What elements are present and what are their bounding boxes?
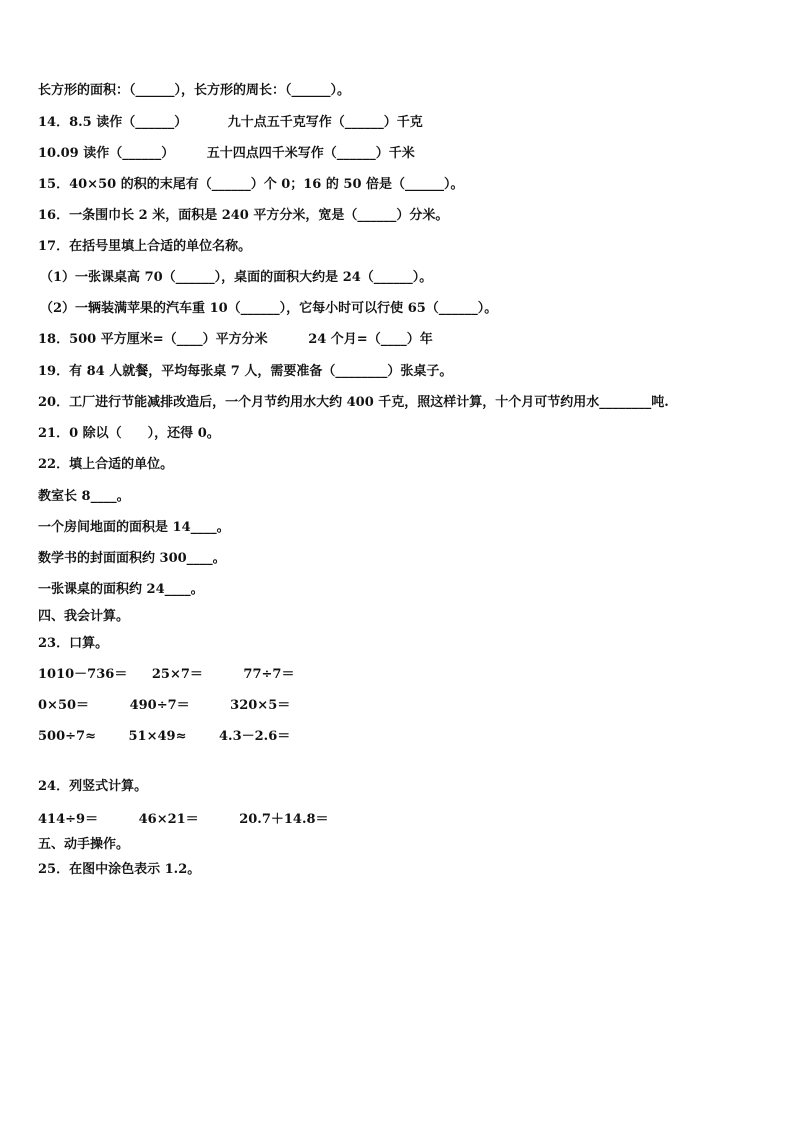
question-text: 24．列竖式计算。 — [38, 779, 148, 794]
math-expression: 490÷7＝ — [129, 698, 190, 713]
math-expression: 1010－736＝ — [38, 667, 128, 682]
question-17-part-2 — [40, 301, 497, 317]
question-text: 21．0 除以（ ），还得 0。 — [38, 426, 220, 441]
question-24 — [38, 779, 147, 795]
question-21 — [38, 426, 220, 442]
section-heading: 四、我会计算。 — [38, 609, 130, 624]
rectangle-area-perimeter-line — [38, 83, 350, 99]
mental-math-row-2 — [38, 698, 290, 714]
question-text: 长方形的面积：（______），长方形的周长：（______）。 — [38, 83, 351, 98]
question-22-item-3 — [38, 551, 226, 567]
question-text: 22．填上合适的单位。 — [38, 457, 174, 472]
question-text: 一个房间地面的面积是 14____。 — [38, 520, 230, 535]
math-expression: 414÷9＝ — [38, 812, 99, 827]
question-18 — [38, 332, 433, 348]
question-text: 五十四点四千米写作（______）千米 — [206, 146, 415, 161]
question-17-part-1 — [40, 270, 432, 286]
question-22-item-1 — [38, 489, 130, 505]
section-five-heading — [38, 837, 129, 853]
question-22-item-4 — [38, 582, 204, 598]
math-expression: 0×50＝ — [38, 698, 90, 713]
question-text: 教室长 8____。 — [38, 489, 130, 504]
math-expression: 500÷7≈ — [38, 729, 96, 744]
question-text: （2）一辆装满苹果的汽车重 10（______），它每小时可以行使 65（______）。 — [40, 301, 498, 316]
section-heading: 五、动手操作。 — [38, 837, 130, 852]
math-expression: 51×49≈ — [128, 729, 187, 744]
question-text: 数学书的封面面积约 300____。 — [38, 551, 226, 566]
question-22 — [38, 457, 173, 473]
question-text: 18．500 平方厘米=（____）平方分米 — [38, 332, 268, 347]
mental-math-row-3 — [38, 729, 290, 745]
question-22-item-2 — [38, 520, 230, 536]
question-text: 16．一条围巾长 2 米，面积是 240 平方分米，宽是（______）分米。 — [38, 208, 449, 223]
vertical-calc-row — [38, 812, 329, 828]
question-17 — [38, 239, 251, 255]
question-25 — [38, 862, 200, 878]
question-text: 19．有 84 人就餐，平均每张桌 7 人，需要准备（________）张桌子。 — [38, 364, 453, 379]
section-four-heading — [38, 609, 129, 625]
question-text: 九十点五千克写作（______）千克 — [227, 115, 423, 130]
question-text: 17．在括号里填上合适的单位名称。 — [38, 239, 252, 254]
math-expression: 320×5＝ — [230, 698, 291, 713]
question-text: 15．40×50 的积的末尾有（______）个 0；16 的 50 倍是（______）。 — [38, 177, 464, 192]
question-16 — [38, 208, 448, 224]
question-23 — [38, 636, 108, 652]
math-expression: 77÷7＝ — [243, 667, 295, 682]
question-text: 10.09 读作（______） — [38, 146, 175, 161]
math-expression: 46×21＝ — [138, 812, 199, 827]
question-text: 一张课桌的面积约 24____。 — [38, 582, 204, 597]
question-text: 25．在图中涂色表示 1.2。 — [38, 862, 201, 877]
question-text: （1）一张课桌高 70（______），桌面的面积大约是 24（______）。 — [40, 270, 433, 285]
question-14-line-1 — [38, 115, 423, 131]
question-20 — [38, 395, 669, 411]
math-expression: 20.7＋14.8＝ — [239, 812, 329, 827]
question-15 — [38, 177, 464, 193]
question-19 — [38, 364, 452, 380]
math-expression: 25×7＝ — [151, 667, 203, 682]
question-text: 24 个月=（____）年 — [308, 332, 433, 347]
question-text: 23．口算。 — [38, 636, 109, 651]
question-text: 14．8.5 读作（______） — [38, 115, 188, 130]
mental-math-row-1 — [38, 667, 294, 683]
question-14-line-2 — [38, 146, 415, 162]
question-text: 20．工厂进行节能减排改造后，一个月节约用水大约 400 千克，照这样计算，十个月可节约用水________吨. — [38, 395, 669, 410]
math-expression: 4.3－2.6＝ — [219, 729, 291, 744]
